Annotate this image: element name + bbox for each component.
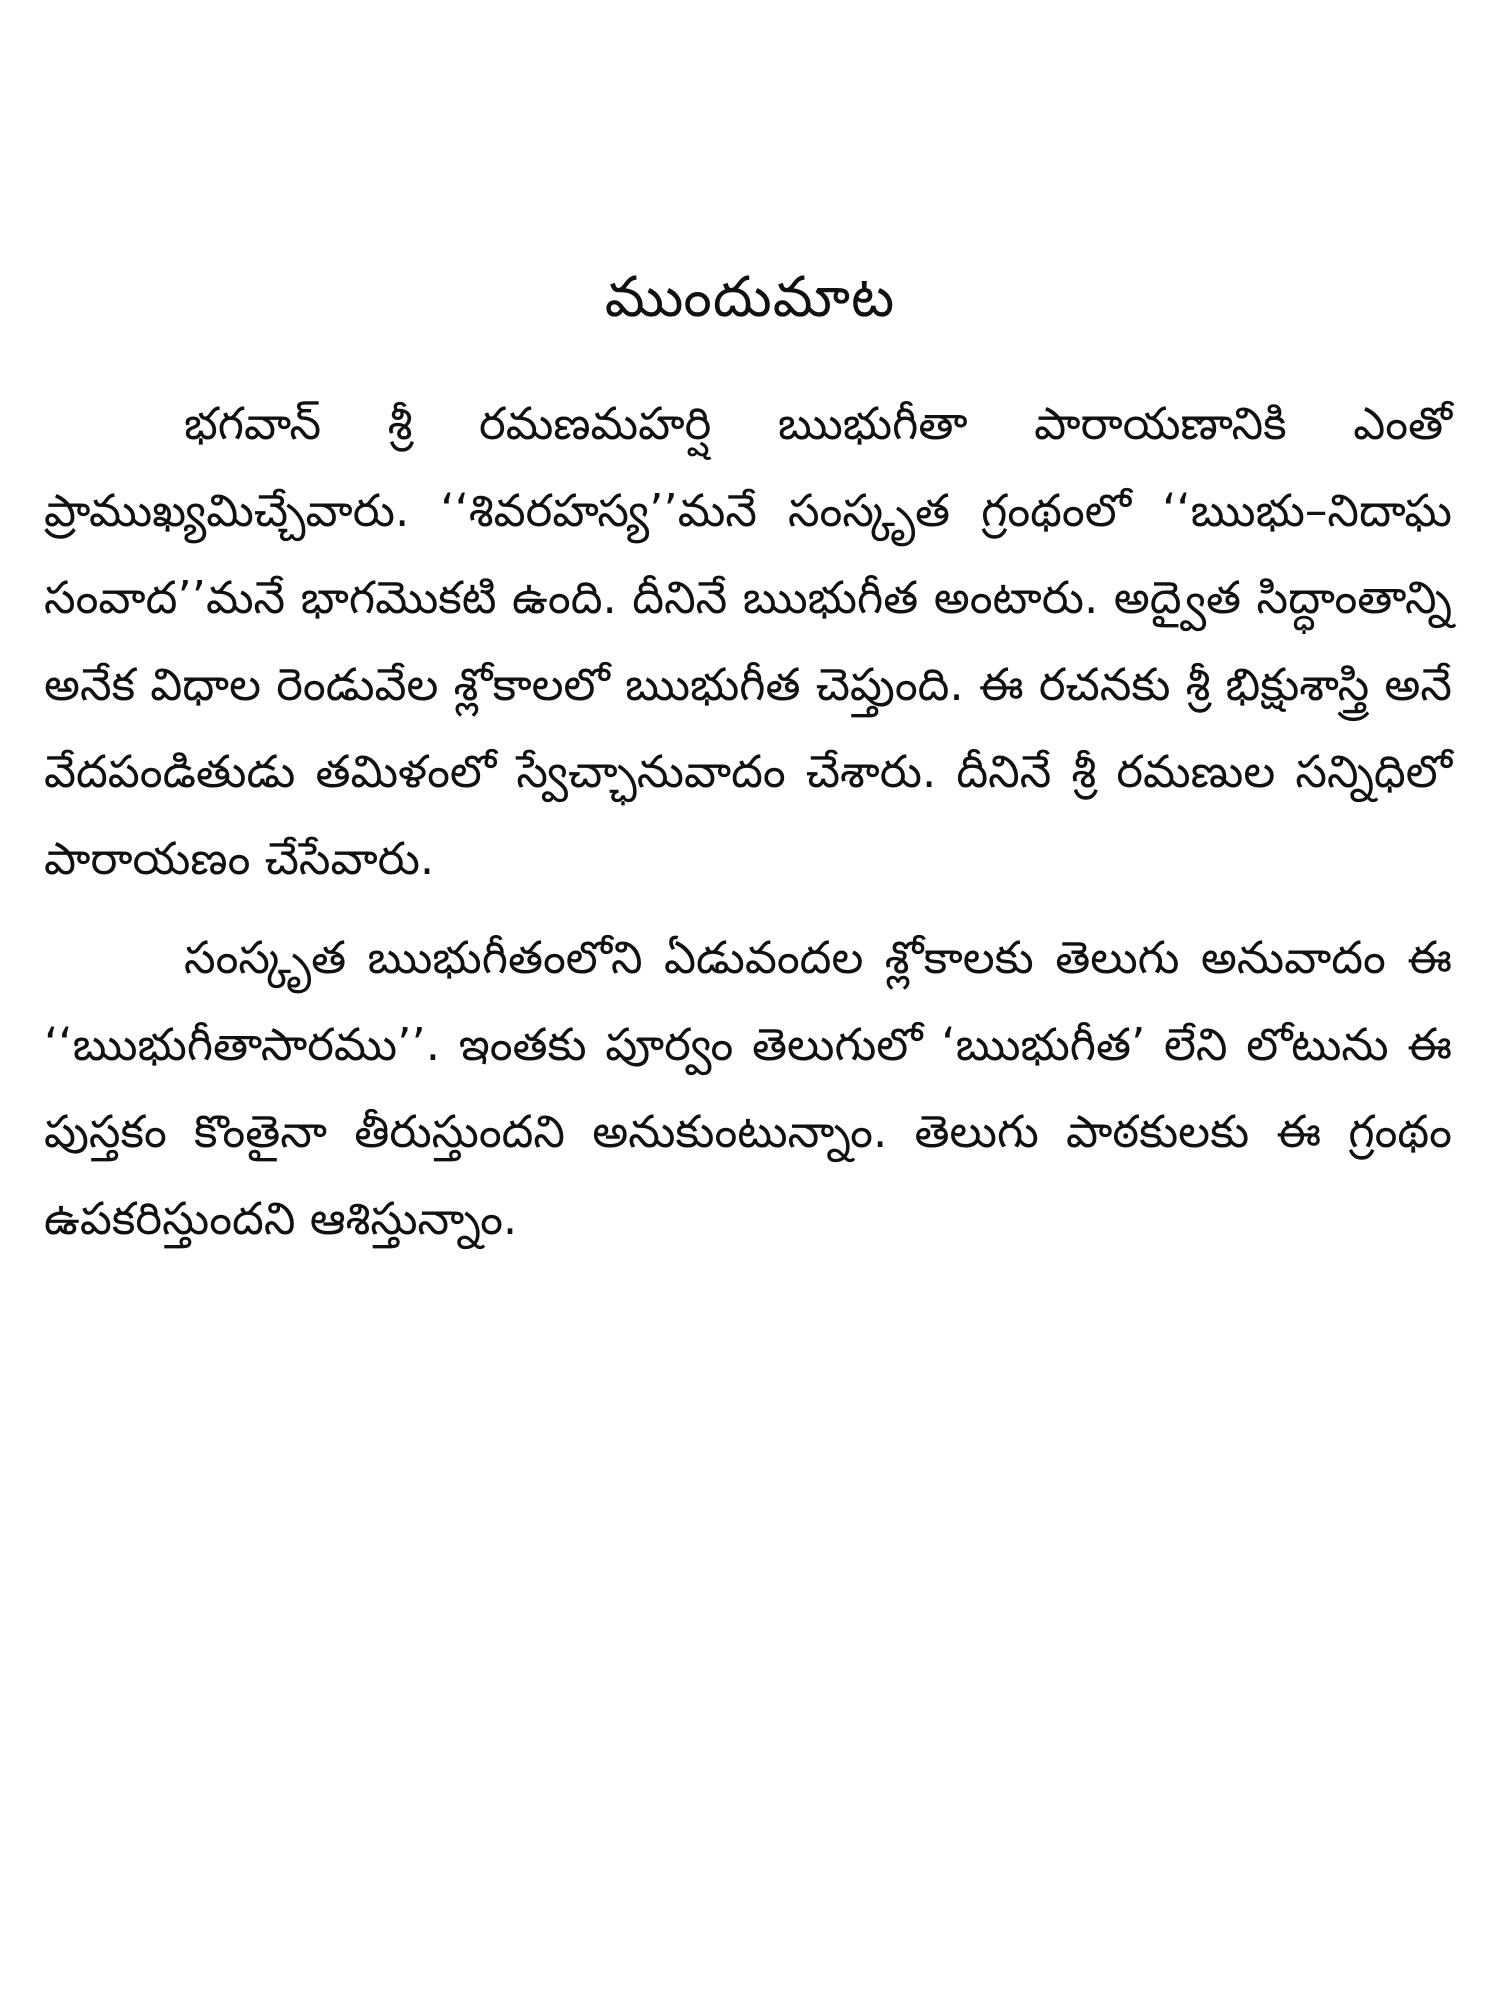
body-text: [44, 380, 1452, 1262]
paragraph-2: సంస్కృత ఋభుగీతంలోని ఏడువందల శ్లోకాలకు తెలుగు అనువాదం ఈ ‘‘ఋభుగీతాసారము’’. ఇంతకు పూర్వం తెలుగులో ‘ఋభుగీత’ లేని లోటును ఈ పుస్తకం కొంతైనా తీరుస్తుందని అనుకుంటున్నాం. తెలుగు పాఠకులకు ఈ గ్రంథం ఉపకరిస్తుందని ఆశిస్తున్నాం.: [44, 931, 1452, 1245]
paragraph-1: భగవాన్ శ్రీ రమణమహర్షి ఋభుగీతా పారాయణానికి ఎంతో ప్రాముఖ్యమిచ్చేవారు. ‘‘శివరహస్య’’మనే సంస్కృత గ్రంథంలో ‘‘ఋభు–నిదాఘ సంవాద’’మనే భాగమొకటి ఉంది. దీనినే ఋభుగీత అంటారు. అద్వైత సిద్ధాంతాన్ని అనేక విధాల రెండువేల శ్లోకాలలో ఋభుగీత చెప్తుంది. ఈ రచనకు శ్రీ భిక్షుశాస్త్రి అనే వేదపండితుడు తమిళంలో స్వేచ్ఛానువాదం చేశారు. దీనినే శ్రీ రమణుల సన్నిధిలో పారాయణం చేసేవారు.: [44, 397, 1452, 885]
page-title: ముందుమాట: [604, 265, 896, 330]
